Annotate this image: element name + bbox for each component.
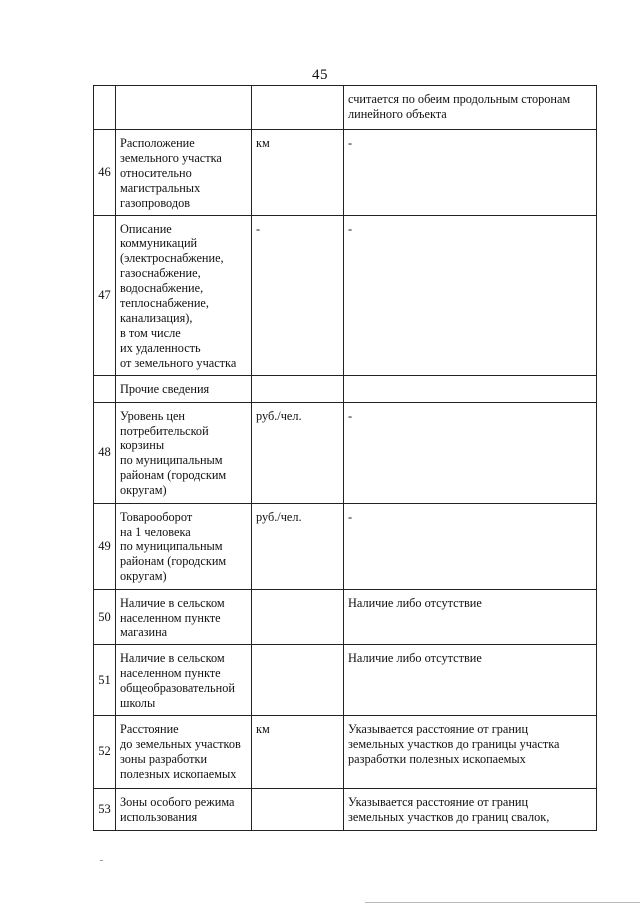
row-note bbox=[344, 375, 597, 402]
row-description: Уровень цен потребительской корзины по муниципальным районам (городским округам) bbox=[116, 402, 252, 503]
row-unit bbox=[252, 589, 344, 645]
scan-edge-line bbox=[365, 902, 640, 903]
row-note: - bbox=[344, 503, 597, 589]
row-number bbox=[94, 86, 116, 130]
row-description: Расположение земельного участка относительно магистральных газопроводов bbox=[116, 130, 252, 216]
row-note: Наличие либо отсутствие bbox=[344, 589, 597, 645]
table-row bbox=[94, 402, 597, 503]
row-note: Наличие либо отсутствие bbox=[344, 645, 597, 716]
row-description: Товарооборот на 1 человека по муниципальным районам (городским округам) bbox=[116, 503, 252, 589]
row-description: Наличие в сельском населенном пункте магазина bbox=[116, 589, 252, 645]
table-row bbox=[94, 589, 597, 645]
row-description: Расстояние до земельных участков зоны разработки полезных ископаемых bbox=[116, 715, 252, 788]
row-number: 49 bbox=[94, 503, 116, 589]
row-unit: руб./чел. bbox=[252, 503, 344, 589]
row-number: 53 bbox=[94, 788, 116, 830]
row-number: 50 bbox=[94, 589, 116, 645]
table-row bbox=[94, 503, 597, 589]
row-unit: руб./чел. bbox=[252, 402, 344, 503]
row-note: - bbox=[344, 402, 597, 503]
row-note: - bbox=[344, 215, 597, 375]
table-row bbox=[94, 645, 597, 716]
row-unit bbox=[252, 86, 344, 130]
row-description bbox=[116, 86, 252, 130]
row-note: - bbox=[344, 130, 597, 216]
row-description: Зоны особого режима использования bbox=[116, 788, 252, 830]
scan-artifact bbox=[100, 860, 103, 861]
row-description: Описание коммуникаций (электроснабжение, газоснабжение, водоснабжение, теплоснабжение, канализация), в том числе их удаленность от земельного участка bbox=[116, 215, 252, 375]
page-number: 45 bbox=[312, 67, 328, 83]
row-number: 48 bbox=[94, 402, 116, 503]
row-note: Указывается расстояние от границ земельных участков до границ свалок, bbox=[344, 788, 597, 830]
row-description: Наличие в сельском населенном пункте общеобразовательной школы bbox=[116, 645, 252, 716]
row-number: 52 bbox=[94, 715, 116, 788]
row-number: 51 bbox=[94, 645, 116, 716]
table-row bbox=[94, 86, 597, 130]
table-row bbox=[94, 375, 597, 402]
row-unit: км bbox=[252, 130, 344, 216]
row-unit bbox=[252, 375, 344, 402]
row-number: 46 bbox=[94, 130, 116, 216]
row-unit: км bbox=[252, 715, 344, 788]
land-plot-info-table bbox=[93, 85, 597, 831]
row-unit: - bbox=[252, 215, 344, 375]
row-note: Указывается расстояние от границ земельных участков до границы участка разработки полезных ископаемых bbox=[344, 715, 597, 788]
row-number bbox=[94, 375, 116, 402]
row-number: 47 bbox=[94, 215, 116, 375]
table-row bbox=[94, 788, 597, 830]
table-row bbox=[94, 215, 597, 375]
row-unit bbox=[252, 788, 344, 830]
row-description: Прочие сведения bbox=[116, 375, 252, 402]
row-note: считается по обеим продольным сторонам линейного объекта bbox=[344, 86, 597, 130]
row-unit bbox=[252, 645, 344, 716]
table-row bbox=[94, 715, 597, 788]
table-row bbox=[94, 130, 597, 216]
